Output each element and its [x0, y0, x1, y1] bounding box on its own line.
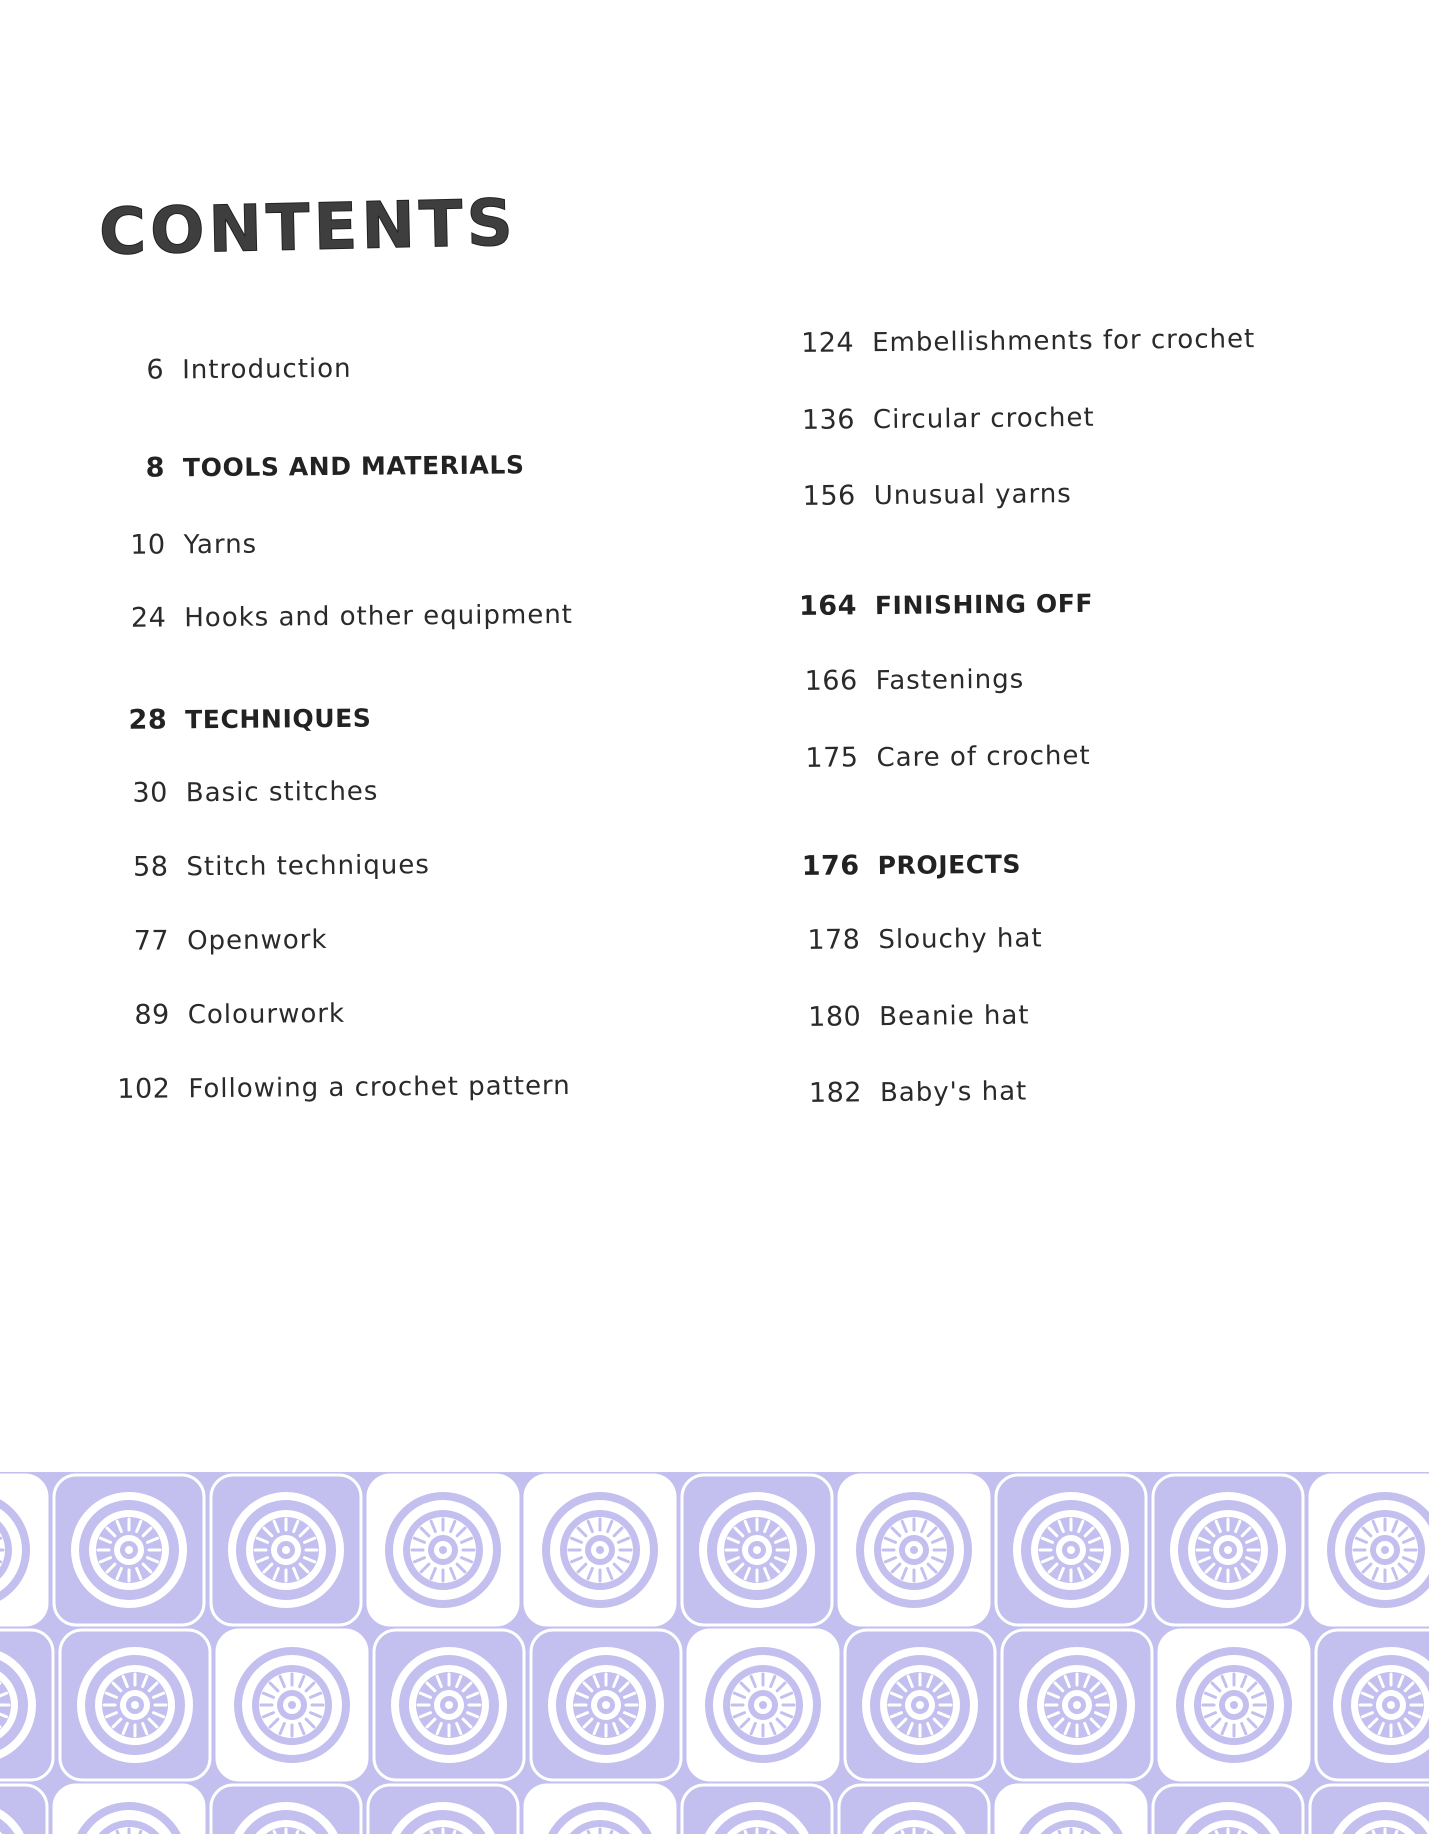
entry-title: Stitch techniques: [186, 850, 430, 883]
page-number: 102: [117, 1073, 171, 1105]
toc-section[interactable]: [103, 703, 372, 736]
entry-title: Colourwork: [187, 998, 346, 1031]
toc-entry[interactable]: [798, 1076, 1028, 1109]
entry-title: Embellishments for crochet: [872, 324, 1256, 359]
page-number: 182: [808, 1077, 863, 1109]
page-number: 28: [128, 704, 168, 736]
decorative-tile-pattern: [0, 1472, 1429, 1834]
contents-column-right: [790, 322, 1350, 1109]
toc-entry[interactable]: [102, 529, 258, 561]
entry-title: Beanie hat: [879, 1000, 1030, 1033]
toc-entry[interactable]: [794, 664, 1025, 697]
page-number: 176: [801, 850, 860, 882]
entry-title: Care of crochet: [876, 740, 1091, 774]
toc-entry[interactable]: [102, 599, 573, 634]
toc-entry[interactable]: [105, 924, 328, 957]
toc-entry[interactable]: [106, 998, 346, 1031]
toc-entry[interactable]: [790, 323, 1255, 359]
page-number: 58: [132, 851, 169, 883]
entry-title: Hooks and other equipment: [184, 599, 574, 634]
page-number: 30: [132, 777, 168, 809]
toc-entry[interactable]: [104, 776, 379, 809]
page-number: 178: [807, 924, 861, 956]
entry-title: Yarns: [183, 529, 258, 561]
entry-title: Slouchy hat: [878, 923, 1043, 956]
entry-title: Introduction: [182, 353, 352, 386]
toc-entry[interactable]: [100, 353, 352, 386]
toc-section[interactable]: [795, 849, 1021, 882]
entry-title: Unusual yarns: [873, 479, 1072, 512]
page-number: 6: [146, 354, 165, 386]
toc-entry[interactable]: [797, 1000, 1030, 1033]
entry-title: Openwork: [186, 925, 328, 957]
toc-section[interactable]: [793, 588, 1094, 622]
page-number: 10: [130, 529, 166, 561]
section-title: FINISHING OFF: [874, 588, 1094, 621]
page-number: 8: [145, 452, 166, 484]
page-number: 24: [130, 602, 167, 634]
entry-title: Basic stitches: [185, 776, 379, 809]
toc-entry[interactable]: [106, 1070, 571, 1105]
page-number: 77: [133, 925, 170, 957]
entry-title: Following a crochet pattern: [188, 1070, 571, 1105]
toc-entry[interactable]: [104, 849, 430, 883]
tile-pattern-graphic: [0, 1472, 1429, 1834]
page-number: 89: [134, 999, 170, 1031]
page-title: CONTENTS: [98, 186, 518, 270]
contents-column-left: [100, 350, 660, 1105]
entry-title: Circular crochet: [872, 402, 1095, 436]
toc-entry[interactable]: [792, 478, 1072, 512]
toc-section[interactable]: [101, 449, 525, 484]
section-title: PROJECTS: [877, 849, 1022, 881]
section-title: TOOLS AND MATERIALS: [182, 450, 525, 483]
page-number: 156: [802, 480, 856, 512]
page-number: 166: [804, 665, 858, 697]
toc-entry[interactable]: [791, 402, 1095, 436]
page-number: 136: [801, 404, 856, 436]
toc-entry[interactable]: [796, 922, 1042, 956]
toc-entry[interactable]: [794, 740, 1090, 774]
page-number: 180: [808, 1001, 862, 1033]
page-number: 164: [798, 590, 858, 622]
section-title: TECHNIQUES: [185, 703, 372, 735]
page-number: 124: [800, 327, 855, 359]
entry-title: Baby's hat: [879, 1076, 1028, 1109]
entry-title: Fastenings: [875, 664, 1025, 697]
page-number: 175: [805, 742, 859, 774]
